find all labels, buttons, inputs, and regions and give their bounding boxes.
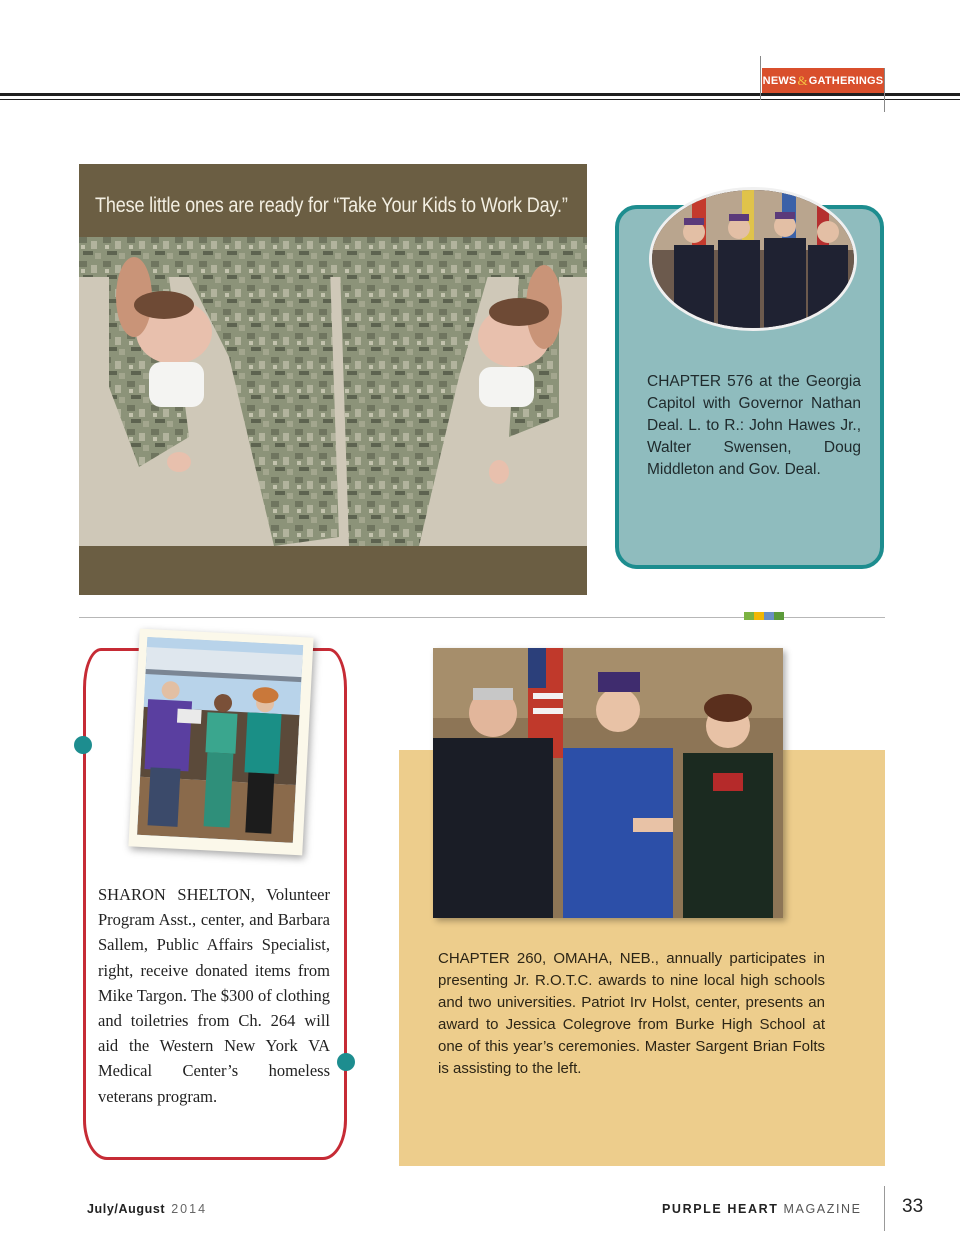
- story1-photo: [79, 237, 587, 546]
- footer-issue: [87, 1202, 207, 1216]
- story4-caption: CHAPTER 260, OMAHA, NEB., annually participates in presenting Jr. R.O.T.C. awards to nine local high schools and two universities. Patriot Irv Holst, center, presents an award to Jessica Colegrove from Burke High School at one of this year’s ceremonies. Master Sargent Brian Folts is assisting to the left.: [438, 950, 825, 1077]
- section-tab-label-right: GATHERINGS: [808, 74, 884, 87]
- story2-photo: [649, 187, 857, 331]
- tab-divider-left: [760, 56, 761, 100]
- section-tab-label-left: NEWS: [762, 74, 797, 87]
- story3-photo-image-frame: [137, 637, 303, 843]
- story2-caption: CHAPTER 576 at the Georgia Capitol with Governor Nathan Deal. L. to R.: John Hawes Jr., Walter Swensen, Doug Middleton and Gov. Deal.: [647, 373, 861, 478]
- divider-color-chips: [744, 612, 784, 620]
- story3-photo-image: [137, 637, 303, 843]
- story1-panel: [79, 164, 587, 595]
- chip-green: [744, 612, 754, 620]
- story3-photo: [128, 629, 313, 856]
- chip-yellow: [754, 612, 764, 620]
- story1-caption: These little ones are ready for “Take Your Kids to Work Day.”: [95, 194, 568, 217]
- footer-issue-month: July/August: [87, 1202, 166, 1216]
- page-number: 33: [902, 1196, 924, 1217]
- footer-issue-year: 2014: [171, 1202, 208, 1216]
- story4-photo: [433, 648, 783, 918]
- chip-blue: [764, 612, 774, 620]
- header-rule-thin: [0, 99, 960, 100]
- tab-divider-right: [884, 68, 885, 112]
- section-tab: [762, 68, 884, 93]
- story4-photo-image: [433, 648, 783, 918]
- footer-magazine-suffix: MAGAZINE: [783, 1202, 862, 1216]
- footer-magazine-name: PURPLE HEART: [662, 1202, 779, 1216]
- decorative-dot-left: [74, 736, 92, 754]
- story1-photo-image: [79, 237, 587, 546]
- section-tab-ampersand: &: [797, 72, 808, 88]
- decorative-dot-right: [337, 1053, 355, 1071]
- chip-dark-green: [774, 612, 784, 620]
- footer-magazine: [662, 1202, 862, 1216]
- story2-photo-image: [652, 190, 857, 331]
- header-rule: [0, 93, 960, 96]
- footer-divider: [884, 1186, 885, 1231]
- story3-caption: SHARON SHELTON, Volunteer Program Asst., center, and Barbara Sallem, Public Affairs Specialist, right, receive donated items from Mike Targon. The $300 of clothing and toiletries from Ch. 264 will aid the Western New York VA Medical Center’s homeless veterans program.: [98, 885, 330, 1106]
- story2-card: [615, 205, 884, 569]
